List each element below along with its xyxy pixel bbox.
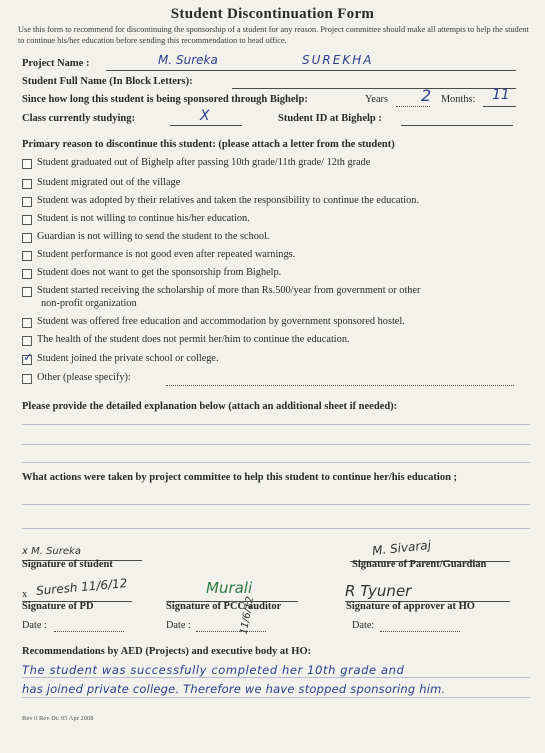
check-mark-icon: ✓ [23,350,34,364]
reason-label: Other (please specify): [37,372,131,383]
explanation-line-2[interactable] [22,444,530,445]
reason-label: Student is not willing to continue his/her education. [37,213,250,224]
years-line [396,106,430,107]
form-intro: Use this form to recommend for discontinuing the sponsorship of a student for any reason. Project committee should make all attempts to help the student to continue his/her education before sending this recommendation to head office. [18,25,529,45]
pcc-date-label: Date : [166,620,191,631]
full-name-line [232,88,516,89]
reason-8-continuation: non-profit organization [41,298,137,309]
reason-label: Student started receiving the scholarship of more than Rs.500/year from government or other [37,285,421,296]
pd-signature: Suresh 11/6/12 [35,576,128,598]
reason-label: Student joined the private school or college. [37,353,219,364]
months-line [483,106,516,107]
reason-checkbox[interactable] [22,159,32,169]
reason-checkbox[interactable] [22,336,32,346]
pcc-date-value: 11/6/12 [238,595,257,636]
reason-label: Student was adopted by their relatives and taken the responsibility to continue the education. [37,195,420,206]
months-value[interactable]: 11 [492,87,510,103]
class-line [170,125,242,126]
recommendation-label: Recommendations by AED (Projects) and executive body at HO: [22,646,312,657]
pcc-signature: Murali [206,579,253,597]
project-name-value[interactable]: M. Sureka [158,53,218,67]
reason-checkbox[interactable] [22,215,32,225]
parent-signature: M. Sivaraj [371,537,432,559]
project-name-line [106,70,516,71]
reason-label: Student migrated out of the village [37,177,181,188]
student-id-label: Student ID at Bighelp : [278,113,382,124]
sponsored-duration-label: Since how long this student is being sponsored through Bighelp: [22,94,308,105]
months-label: Months: [441,94,476,105]
recommendation-line-2[interactable]: has joined private college. Therefore we have stopped sponsoring him. [22,682,446,696]
years-value[interactable]: 2 [421,86,432,105]
years-label: Years [365,94,388,105]
reason-checkbox[interactable] [22,374,32,384]
pd-signature-label: Signature of PD [22,601,94,612]
surekha-value[interactable]: SUREKHA [302,53,374,67]
reason-label: Guardian is not willing to send the student to the school. [37,231,270,242]
actions-label: What actions were taken by project committee to help this student to continue her/his education ; [22,472,458,483]
pd-date-line[interactable] [54,631,124,632]
reason-checkbox[interactable] [22,197,32,207]
ho-date-line[interactable] [380,631,460,632]
form-title: Student Discontinuation Form [170,6,375,22]
reason-checkbox[interactable] [22,179,32,189]
ho-date-label: Date: [352,620,375,631]
reason-checkbox[interactable] [22,318,32,328]
recommendation-rule-1 [22,677,530,678]
reason-label: The health of the student does not permit her/him to continue the education. [37,334,350,345]
reason-checkbox[interactable] [22,287,32,297]
reason-checkbox[interactable] [22,350,34,365]
revision-footer: Rev 0 Rev Dt: 05 Apr 2008 [22,715,94,722]
recommendation-line-1[interactable]: The student was successfully completed her 10th grade and [22,663,405,677]
class-value[interactable]: X [200,108,210,124]
reason-label: Student was offered free education and accommodation by government sponsored hostel. [37,316,405,327]
pcc-date-line[interactable] [196,631,266,632]
full-name-label: Student Full Name (In Block Letters): [22,76,193,87]
reasons-heading: Primary reason to discontinue this student: (please attach a letter from the student) [22,139,395,150]
explanation-line-3[interactable] [22,462,530,463]
reason-checkbox[interactable] [22,251,32,261]
explanation-line-1[interactable] [22,424,530,425]
pcc-signature-label: Signature of PCC/auditor [166,601,282,612]
recommendation-rule-2 [22,697,530,698]
reason-checkbox[interactable] [22,233,32,243]
approver-signature: R Tyuner [345,582,412,600]
project-name-label: Project Name : [22,58,90,69]
reason-checkbox[interactable] [22,269,32,279]
approver-signature-label: Signature of approver at HO [346,601,475,612]
student-signature: x M. Sureka [22,546,81,557]
other-specify-line [166,385,514,386]
reason-label: Student does not want to get the sponsorship from Bighelp. [37,267,282,278]
class-label: Class currently studying: [22,113,135,124]
parent-signature-label: Signature of Parent/Guardian [352,559,487,570]
student-signature-label: Signature of student [22,559,113,570]
actions-line-1[interactable] [22,504,530,505]
pd-date-label: Date : [22,620,47,631]
actions-line-2[interactable] [22,528,530,529]
pd-x-mark: x [22,589,28,600]
explanation-label: Please provide the detailed explanation below (attach an additional sheet if needed): [22,401,398,412]
reason-label: Student graduated out of Bighelp after passing 10th grade/11th grade/ 12th grade [37,157,371,168]
student-id-line [401,125,513,126]
reason-label: Student performance is not good even after repeated warnings. [37,249,296,260]
